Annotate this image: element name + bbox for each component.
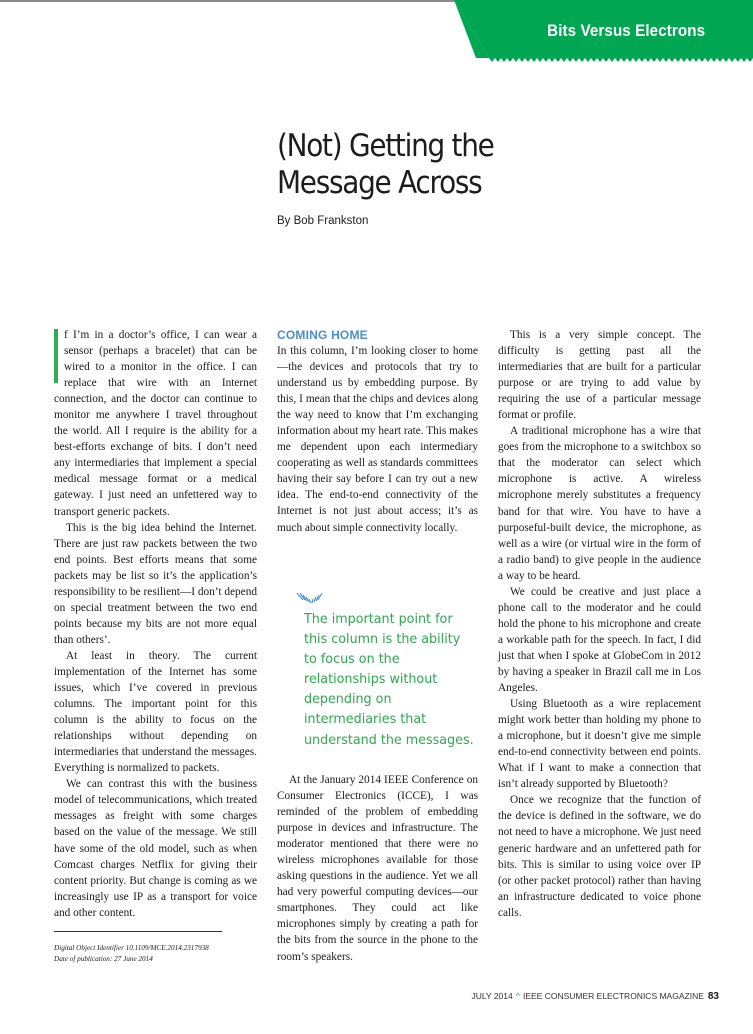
paragraph-2: This is the big idea behind the Internet. There are just raw packets between the two end points. Best efforts means that some packets may be list so it’s the application’s responsibility to be resilient—I don’t depend on special treatment between the two end points because my bits are not more equal than others’.: [54, 521, 257, 646]
paragraph-7: This is a very simple concept. The difficulty is getting past all the intermediaries that are built for a particular purpose or are trying to add value by requiring the use of a particular message format or profile.: [498, 329, 701, 422]
pull-quote-icon: [296, 592, 326, 612]
paragraph-10: Using Bluetooth as a wire replacement might work better than holding my phone to a microphone, but it doesn’t give me simple end-to-end connectivity between end points. What if I want to make a connection that isn’t already supported by Bluetooth?: [498, 698, 701, 791]
section-heading: COMING HOME: [277, 328, 368, 342]
title-line-2: Message Across: [277, 165, 482, 201]
paragraph-9: We could be creative and just place a phone call to the moderator and he could hold the phone to his microphone and create a workable path for the speech. In fact, I did just that when I spoke at GlobeCom in 2012 by having a speaker in Brazil call me in Los Angeles.: [498, 585, 701, 695]
paragraph-1-text: f I’m in a doctor’s office, I can wear a sensor (perhaps a bracelet) that can be wired to a monitor in the office. I can replace that wire with an Internet connection, and the doctor can continue to monitor me anywhere I travel throughout the world. All I require is the ability for a best-efforts exchange of bits. I don’t need any intermediaries that implement a special medical message format or a medical gateway. I just need an unfettered way to transport generic packets.: [54, 329, 257, 518]
pull-quote-text: The important point for this column is the ability to focus on the relationships without depending on intermediaries that understand the messages.: [304, 612, 474, 748]
title-line-1: (Not) Getting the: [277, 128, 494, 164]
paragraph-4: We can contrast this with the business model of telecommunications, which treated messages as freight with some charges based on the value of the message. We still have some of the old model, such as when Comcast charges Netflix for giving their content priority. But change is coming as we increasingly use IP as a transport for voice and other content.: [54, 778, 257, 919]
column-2: [277, 327, 478, 536]
column-3: [498, 327, 701, 921]
page-number: 83: [707, 991, 719, 1002]
column-1: [54, 327, 257, 921]
article-title: [277, 128, 673, 202]
page-footer: [471, 991, 719, 1002]
column-2-lower: [277, 772, 478, 965]
paragraph-8: A traditional microphone has a wire that goes from the microphone to a switchbox so that the moderator can select which microphone is active. A wireless microphone merely substitutes a frequency band for that wire. You have to have a purposeful-built device, the microphone, as well as a wire (or virtual wire in the form of a radio band) to give people in the audience a way to be heard.: [498, 425, 701, 582]
doi-line: Digital Object Identifier 10.1109/MCE.2014.2317938: [54, 944, 209, 952]
paragraph-6: At the January 2014 IEEE Conference on Consumer Electronics (ICCE), I was reminded of the problem of embedding purpose in devices and infrastructure. The moderator mentioned that there were no wireless microphones available for those asking questions in the audience. Yet we all had very powerful computing devices—our smartphones. They could act like microphones simply by creating a path for the bits from the source in the phone to the room’s speakers.: [277, 774, 478, 963]
paragraph-3: At least in theory. The current implementation of the Internet has some issues, which I’ve covered in previous columns. The important point for this column is the ability to focus on the relationships without depending on intermediaries that understand the messages. Everything is normalized to packets.: [54, 649, 257, 775]
caret-icon: ^: [515, 991, 520, 1001]
drop-cap-bar: [54, 329, 58, 383]
footnote-rule: [54, 931, 222, 932]
paragraph-5: In this column, I’m looking closer to home—the devices and protocols that try to understand us by embedding purpose. By this, I mean that the chips and devices along the way need to know that I’m exchanging information about my heart rate. This makes me dependent upon each intermediary cooperating as well as standards committees having their say before I can try out a new idea. The end-to-end connectivity of the Internet is not just about access; it’s as much about simple connectivity locally.: [277, 345, 478, 534]
section-banner-label: Bits Versus Electrons: [547, 22, 706, 40]
footer-issue: JULY 2014: [471, 991, 513, 1001]
footer-magazine: IEEE CONSUMER ELECTRONICS MAGAZINE: [522, 991, 704, 1001]
publication-date: Date of publication: 27 June 2014: [54, 954, 153, 963]
section-banner: [454, 0, 753, 72]
paragraph-1: [54, 327, 257, 520]
footnote: [54, 943, 264, 964]
paragraph-11: Once we recognize that the function of the device is defined in the software, we do not need to have a microphone. We just need generic hardware and an unfettered path for bits. This is similar to using voice over IP (or other packet protocol) rather than having an infrastructure dedicated to voice phone calls.: [498, 794, 701, 919]
byline: By Bob Frankston: [277, 215, 369, 227]
